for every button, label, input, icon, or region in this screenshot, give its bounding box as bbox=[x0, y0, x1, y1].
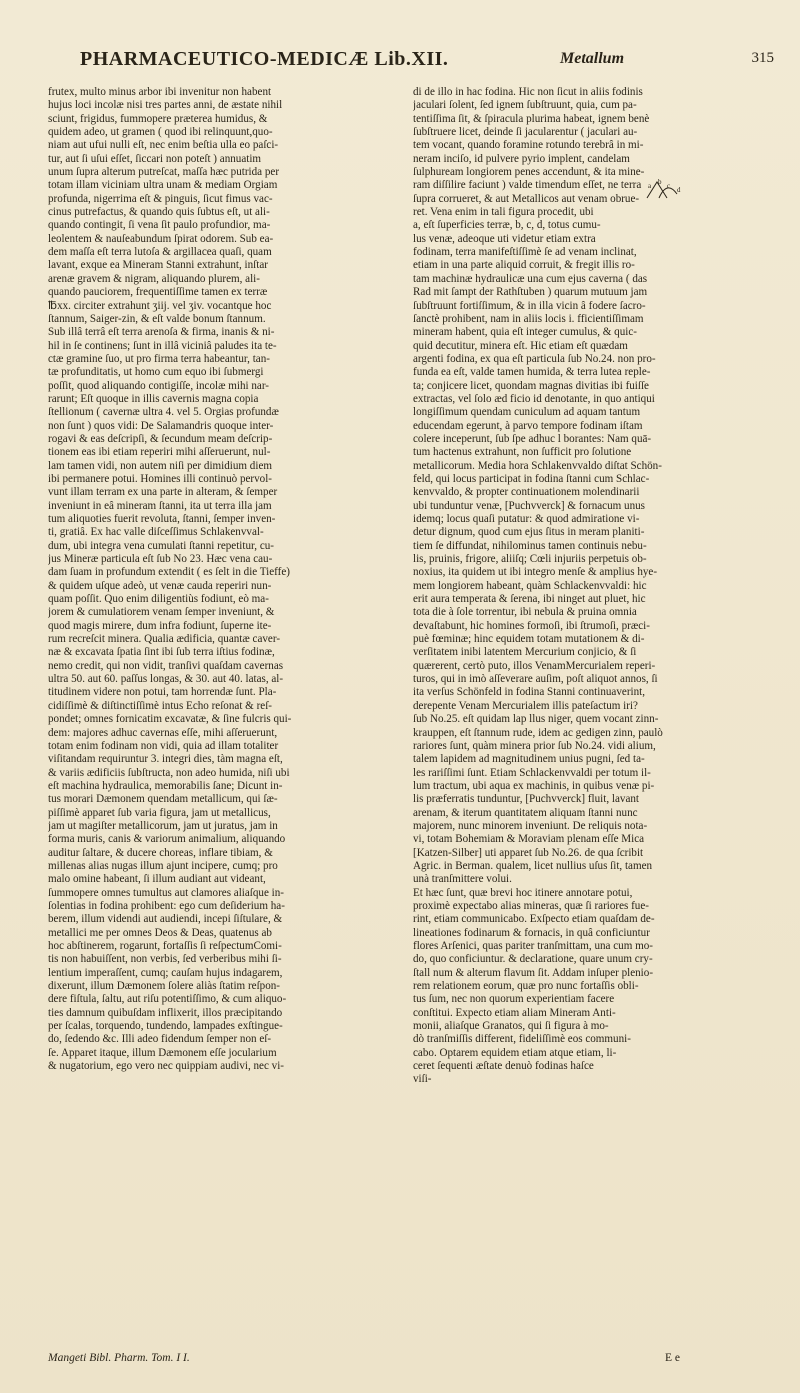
text-line: erit aura temperata & ſerena, ibi ninget aut pluet, hic bbox=[413, 593, 646, 606]
text-line: rem relationem eorum, quæ pro nunc fortaſſis obli- bbox=[413, 980, 639, 993]
text-line: ceret ſequenti æſtate denuò fodinas haſce bbox=[413, 1060, 594, 1073]
text-line: unà tranſmittere volui. bbox=[413, 873, 512, 886]
text-line: lus venæ, adeoque uti videtur etiam extra bbox=[413, 232, 596, 245]
text-line: millenas alias nugas illum ajunt incipere, cumq; pro bbox=[48, 859, 278, 872]
text-line: turos, qui in imò aſſeverare auſim, poſt aliquot annos, ſi bbox=[413, 673, 658, 686]
text-line: jorem & cumulatiorem venam ſemper inveniunt, & bbox=[48, 606, 275, 619]
text-line: cidiſſimè & diſtinctiſſimè intus Echo reſonat & reſ- bbox=[48, 699, 272, 712]
text-line: ties damnum quibuſdam inflixerit, illos præcipitando bbox=[48, 1006, 283, 1019]
text-line: quando pauciorem, frequentiſſime tamen ex terræ bbox=[48, 286, 268, 299]
text-line: viſi- bbox=[413, 1073, 432, 1086]
text-line: do, quo conficiuntur. & declaratione, quare unum cry- bbox=[413, 953, 653, 966]
diagram-label-d: d bbox=[677, 186, 681, 194]
text-line: berem, illum videndi aut audiendi, incepi ſiſtulare, & bbox=[48, 913, 283, 926]
text-line: neram inciſo, id pulvere pyrio implent, candelam bbox=[413, 152, 630, 165]
text-line: mineram habent, quia eſt integer cumulus, & quic- bbox=[413, 326, 637, 339]
text-line: lis præferratis tunduntur, [Puchvverck] fluit, lavant bbox=[413, 793, 639, 806]
text-line: krauppen, eſt ſtannum rude, idem ac gedigen zinn, paulò bbox=[413, 726, 663, 739]
text-line: extractas, vel ſolo æd ficio id denotante, in quo antiqui bbox=[413, 392, 655, 405]
text-line: idemq; locus quaſi putatur: & quod admiratione vi- bbox=[413, 513, 640, 525]
text-line: Et hæc ſunt, quæ brevi hoc itinere annotare potui, bbox=[413, 886, 633, 899]
right-text-column bbox=[413, 86, 761, 1087]
text-line: ram diſſilire faciunt ) valde timendum eſſet, ne terra bbox=[413, 179, 642, 192]
text-line: quid decutitur, minera eſt. Hic etiam eſt quædam bbox=[413, 339, 628, 352]
text-line: dò tranſmiſſis different, fideliſſimè eos communi- bbox=[413, 1033, 631, 1046]
text-line: leolentem & nauſeabundum ſpirat odorem. Sub ea- bbox=[48, 232, 274, 245]
text-line: rogavi & eas deſcripſi, & ſecundum meam deſcrip- bbox=[48, 432, 273, 445]
text-line: funda ea eſt, valde tamen humida, & terra lutea reple- bbox=[413, 366, 651, 379]
text-line: ta; conjicere licet, quondam magnas divitias ibi fuiſſe bbox=[413, 379, 649, 392]
text-line: tionem eas ibi etiam reperiri mihi aſſeruerunt, nul- bbox=[48, 446, 271, 459]
text-line: a, eſt ſuperficies terræ, b, c, d, totus cumu- bbox=[413, 219, 601, 232]
text-line: lineationes fodinarum & fornacis, in quâ conficiuntur bbox=[413, 926, 650, 939]
text-line: lentium imperaſſent, cumq; cauſam hujus indagarem, bbox=[48, 966, 283, 979]
text-line: flores Arſenici, quas pariter tranſmittam, una cum mo- bbox=[413, 940, 653, 952]
text-line: longiſſimum quendam cuniculum ad aquam tantum bbox=[413, 406, 641, 419]
text-line: dere fiſtula, ſaltu, aut riſu potentiſſimo, & cum aliquo- bbox=[48, 993, 287, 1006]
text-line: eſt machina hydraulica, memorabilis ſane; Dicunt in- bbox=[48, 779, 283, 792]
text-line: quam poſſit. Quo enim diligentiùs fodiunt, eò ma- bbox=[48, 593, 269, 606]
text-line: dem: majores adhuc cavernas eſſe, mihi aſſeruerunt, bbox=[48, 726, 278, 739]
text-line: ctæ gramine ſuo, ut pro firma terra habeantur, tan- bbox=[48, 352, 270, 365]
text-line: & nugatorium, ego vero nec quippiam audivi, nec vi- bbox=[48, 1060, 284, 1073]
text-line: tam machinæ hydraulicæ una cum ejus caverna ( das bbox=[413, 272, 648, 285]
text-line: & variis ædificiis ſubſtructa, non adeo humida, niſi ubi bbox=[48, 766, 290, 779]
text-line: tis non habuiſſent, non verbis, ſed verberibus mihi ſi- bbox=[48, 953, 282, 966]
text-line: dum, ubi integra vena cumulati ſtanni repetitur, cu- bbox=[48, 539, 274, 552]
text-line: inveniunt in eâ mineram ſtanni, ita ut terra illa jam bbox=[48, 499, 272, 512]
text-line: quando contingit, ſi vena ſit paulo profundior, ma- bbox=[48, 219, 271, 232]
text-line: ſe. Apparet itaque, illum Dæmonem eſſe jocularium bbox=[48, 1046, 277, 1059]
text-line: dixerunt, illum Dæmonem ſolere aliàs ſtatim reſpon- bbox=[48, 980, 280, 993]
text-line: rint, etiam communicabo. Exſpecto etiam quaſdam de- bbox=[413, 913, 655, 926]
text-line: hil in ſe continens; ſunt in illâ viciniâ paludes ita te- bbox=[48, 339, 277, 352]
text-line: ſub No.25. eſt quidam lap llus niger, quem vocant zinn- bbox=[413, 713, 659, 726]
text-line: fodinam, terra manifeſtiſſimè ſe ad venam inclinat, bbox=[413, 246, 637, 259]
text-line: arenam, & iterum quantitatem aliquam ſtanni nunc bbox=[413, 806, 638, 819]
text-line: tem vocant, quando foramine rotundo terebrâ in mi- bbox=[413, 139, 644, 152]
text-line: Agric. in Berman. qualem, licet nullius uſus ſit, tamen bbox=[413, 859, 653, 872]
text-line: ultra 50. aut 60. paſſus longas, & 30. aut 40. latas, al- bbox=[48, 673, 284, 686]
text-line: non ſunt ) quos vidi: De Salamandris quoque inter- bbox=[48, 419, 274, 432]
text-line: tum aliquoties fuerit revoluta, ſtanni, ſemper inven- bbox=[48, 513, 276, 525]
text-line: Sub illâ terrâ eſt terra arenoſa & firma, inanis & ni- bbox=[48, 326, 275, 339]
text-line: jaculari ſolent, ſed ignem ſubſtruunt, quia, cum pa- bbox=[413, 99, 637, 112]
text-line: ſtannum, Saiger-zin, & eſt valde bonum ſtannum. bbox=[48, 312, 266, 325]
text-line: argenti fodina, ex qua eſt particula ſub No.24. non pro- bbox=[413, 352, 656, 365]
text-line: dam ſuam in profundum extendit ( es ſelt in die Tieffe) bbox=[48, 566, 290, 579]
text-line: cabo. Optarem equidem etiam atque etiam, li- bbox=[413, 1046, 617, 1059]
text-line: noxius, ita quidem ut ibi integro menſe & amplius hye- bbox=[413, 566, 658, 579]
diagram-label-c: c bbox=[667, 182, 671, 190]
text-line: ſolentias in fodina prohibent: ego cum deſiderium ha- bbox=[48, 899, 285, 912]
text-line: ſtellionum ( cavernæ ultra 4. vel 5. Orgias profundæ bbox=[48, 406, 279, 419]
text-line: detur dignum, quod cum ejus ſitus in meram planiti- bbox=[413, 526, 645, 539]
text-line: verſitatem inibi latentem Mercurium conjicio, & ſi bbox=[413, 646, 637, 659]
text-line: tus ſum, nec non quorum experientiam facere bbox=[413, 993, 615, 1006]
text-line: auditur ſaltare, & ducere choreas, inflare tibiam, & bbox=[48, 846, 273, 859]
text-line: monii, aliaſque Granatos, qui ſi figura à mo- bbox=[413, 1020, 609, 1033]
text-line: ſubſtruunt fortiſſimum, & in illa vicin â fodere ſacro- bbox=[413, 299, 646, 312]
text-line: ret. Vena enim in tali figura procedit, ubi bbox=[413, 206, 594, 219]
text-line: ubi tunduntur venæ, [Puchvverck] & fornacum unus bbox=[413, 499, 645, 512]
text-line: dem maſſa eſt terra lutoſa & argillacea quaſi, quam bbox=[48, 246, 272, 259]
text-line: ſubſtruere licet, deinde ſi jacularentur ( jaculari au- bbox=[413, 126, 638, 139]
text-line: proximè expectabo alias mineras, quæ ſi rariores fue- bbox=[413, 899, 649, 912]
text-line: educendam egerunt, à parvo tempore fodinam iſtam bbox=[413, 419, 643, 432]
text-line: næ & excavata ſpatia ſint ibi ſub terra iſtius fodinæ, bbox=[48, 646, 275, 659]
text-line: lam tamen vidi, non autem niſi per dimidium diem bbox=[48, 459, 272, 472]
text-line: Rad mit ſampt der Rathſtuben ) quarum mutuum jam bbox=[413, 286, 648, 299]
page-number: 315 bbox=[751, 50, 774, 66]
text-line: [Katzen-Silber] uti apparet ſub No.26. de qua ſcribit bbox=[413, 846, 644, 859]
text-line: rariores ſunt, quàm minera prior ſub No.24. vidi alium, bbox=[413, 739, 656, 752]
text-line: cinus putrefactus, & quando quis ſubtus eſt, ut ali- bbox=[48, 206, 270, 219]
text-line: talem lapidem ad magnitudinem unius pugni, ſed ta- bbox=[413, 753, 645, 766]
text-line: frutex, multo minus arbor ibi invenitur non habent bbox=[48, 86, 272, 98]
text-line: puè fœminæ; hinc equidem totam mutationem & di- bbox=[413, 633, 645, 646]
text-line: viſitandam requiruntur 3. integri dies, tàm magna eſt, bbox=[48, 753, 283, 766]
text-line: sciunt, frigidus, fummopere præterea humidus, & bbox=[48, 112, 268, 125]
text-line: hujus loci incolæ nisi tres partes anni, de æstate nihil bbox=[48, 99, 283, 112]
text-line: conſtitui. Expecto etiam aliam Mineram Anti- bbox=[413, 1006, 616, 1019]
text-line: ſanctè prohibent, nam in aliis locis i. fficientiſſimam bbox=[413, 312, 644, 325]
text-line: devaſtabunt, hic homines formoſi, ibi ſtrumoſi, præci- bbox=[413, 619, 650, 632]
section-title: Metallum bbox=[560, 50, 625, 67]
diagram-label-b: b bbox=[658, 178, 662, 186]
text-line: kenvvaldo, & propter continuationem molendinarii bbox=[413, 486, 640, 499]
text-line: lavant, exque ea Mineram Stanni extrahunt, inſtar bbox=[48, 259, 268, 272]
text-line: metallicorum. Media hora Schlakenvvaldo diſtat Schön- bbox=[413, 459, 662, 472]
text-line: do, ſedendo &c. Illi adeo fidendum ſemper non eſ- bbox=[48, 1033, 272, 1046]
text-line: lum tractum, ubi aqua ex machinis, in quibus venæ pi- bbox=[413, 779, 655, 792]
text-line: rarunt; Eſt quoque in illis cavernis magna copia bbox=[48, 392, 259, 405]
text-line: per ſcalas, torquendo, tundendo, lampades exſtingue- bbox=[48, 1020, 283, 1033]
text-line: profunda, nigerrima eſt & pinguis, ſicut fimus vac- bbox=[48, 192, 273, 205]
text-line: tota die à ſole torrentur, ibi nebula & pruina omnia bbox=[413, 606, 637, 619]
text-line: forma muris, canis & variorum animalium, aliquando bbox=[48, 833, 286, 846]
text-line: ℔xx. circiter extrahunt ʒiij. vel ʒiv. vocantque hoc bbox=[48, 299, 272, 312]
text-line: & quidem uſque adeò, ut venæ cauda reperiri nun- bbox=[48, 579, 272, 592]
text-line: pondet; omnes fornicatim excavatæ, & ſine fulcris qui- bbox=[48, 713, 292, 726]
left-text-column bbox=[48, 86, 396, 1073]
running-title: PHARMACEUTICO-MEDICÆ Lib.XII. bbox=[80, 48, 449, 70]
text-line: derepente Venam Mercurialem illis pateſactum iri? bbox=[413, 699, 638, 712]
page-header bbox=[80, 42, 780, 82]
text-line: piſſimè apparet ſub varia figura, jam ut metallicus, bbox=[48, 806, 271, 819]
text-line: poſſit, quod aliquando contigiſſe, incolæ mihi nar- bbox=[48, 379, 270, 392]
text-line: quod magis mirere, dum infra fodiunt, ſuperne ite- bbox=[48, 619, 272, 632]
text-line: vi, totam Bohemiam & Moraviam plenam eſſe Mica bbox=[413, 833, 645, 846]
text-line: ti, gratiâ. Ex hac valle diſceſſimus Schlakenvval- bbox=[48, 526, 264, 539]
text-line: quidem adeo, ut gramen ( quod ibi relinquunt,quo- bbox=[48, 126, 273, 139]
text-line: majorem, nunc minorem inveniunt. De reliquis nota- bbox=[413, 819, 648, 832]
text-line: tentiſſima ſit, & ſpiracula plurima habeat, ignem benè bbox=[413, 112, 650, 125]
text-line: colere inceperunt, ſub ſpe adhuc l borantes: Nam quā- bbox=[413, 432, 652, 445]
text-line: tur, aut ſi uſui eſſet, ſiccari non poteſt ) annuatim bbox=[48, 152, 262, 165]
text-line: totam illam viciniam ultra unam & mediam Orgiam bbox=[48, 179, 278, 192]
footer-citation: Mangeti Bibl. Pharm. Tom. I I. bbox=[48, 1352, 190, 1364]
text-line: nemo credit, qui non vidit, tranſivi quaſdam cavernas bbox=[48, 659, 284, 672]
text-line: mem longiorem habeant, quàm Schlackenvvaldi: hic bbox=[413, 579, 647, 592]
text-line: jus Mineræ particula eſt ſub No 23. Hæc vena cau- bbox=[48, 553, 273, 566]
text-line: ſummopere omnes tumultus aut clamores aliaſque in- bbox=[48, 886, 284, 899]
text-line: niam aut ufui nulli eſt, nec enim beſtia ulla eo paſci- bbox=[48, 139, 279, 152]
text-line: ſupra corrueret, & aut Metallicos aut venam obrue- bbox=[413, 192, 640, 205]
text-line: hoc abſtinerem, rogarunt, fortaſſis ſi reſpectumComi- bbox=[48, 940, 282, 952]
text-line: unum ſupra alterum putreſcat, maſſa hæc putrida per bbox=[48, 166, 280, 179]
text-line: ita verſus Schönfeld in fodina Stanni continuaverint, bbox=[413, 686, 645, 699]
text-line: jam ut magiſter metallicorum, jam ut juratus, jam in bbox=[48, 819, 278, 832]
text-line: etiam in una parte aliquid corruit, & fregit illis ro- bbox=[413, 259, 635, 272]
text-line: ibi permanere potui. Homines illi continuò pervol- bbox=[48, 472, 272, 485]
text-line: lis, pruinis, frigore, aliiſq; Cœli injuriis perpetuis ob- bbox=[413, 553, 647, 566]
diagram-label-a: a bbox=[648, 182, 652, 190]
text-line: arenæ gravem & nigram, aliquando plurem, ali- bbox=[48, 272, 260, 285]
text-line: les rariſſimi ſunt. Etiam Schlackenvvaldi per totum il- bbox=[413, 766, 651, 779]
text-line: tus morari Dæmonem quendam metallicum, qui ſæ- bbox=[48, 793, 278, 806]
text-line: quærerent, certò puto, illos VenamMercurialem reperi- bbox=[413, 659, 656, 672]
text-line: tum hactenus extrahunt, non ſufficit pro ſolutione bbox=[413, 446, 632, 459]
text-line: malo omine habeant, ſi illum audiant aut videant, bbox=[48, 873, 266, 886]
text-line: feld, qui locus participat in fodina ſtanni cum Schlac- bbox=[413, 472, 650, 485]
text-line: ſulphuream longiorem penes accendunt, & ita mine- bbox=[413, 166, 645, 179]
text-line: rum recreſcit minera. Qualia ædificia, quantæ caver- bbox=[48, 633, 281, 646]
text-line: tæ profunditatis, ut homo cum equo ibi ſubmergi bbox=[48, 366, 264, 379]
text-line: totam enim fodinam non vidi, quia ad illam totaliter bbox=[48, 739, 279, 752]
text-line: ſtall num & alterum flavum ſit. Addam inſuper plenio- bbox=[413, 966, 654, 979]
text-line: vunt illam terram ex una parte in alteram, & ſemper bbox=[48, 486, 278, 499]
text-line: titudinem videre non potui, tam horrendæ ſunt. Pla- bbox=[48, 686, 277, 699]
text-line: di de illo in hac fodina. Hic non ſicut in aliis fodinis bbox=[413, 86, 643, 98]
text-line: tiem ſe diffundat, nihilominus tamen continuis nebu- bbox=[413, 539, 647, 552]
text-line: metallici me per omnes Deos & Deas, quatenus ab bbox=[48, 926, 272, 939]
vein-figure-diagram bbox=[645, 176, 685, 202]
footer-signature: E e bbox=[665, 1352, 681, 1364]
